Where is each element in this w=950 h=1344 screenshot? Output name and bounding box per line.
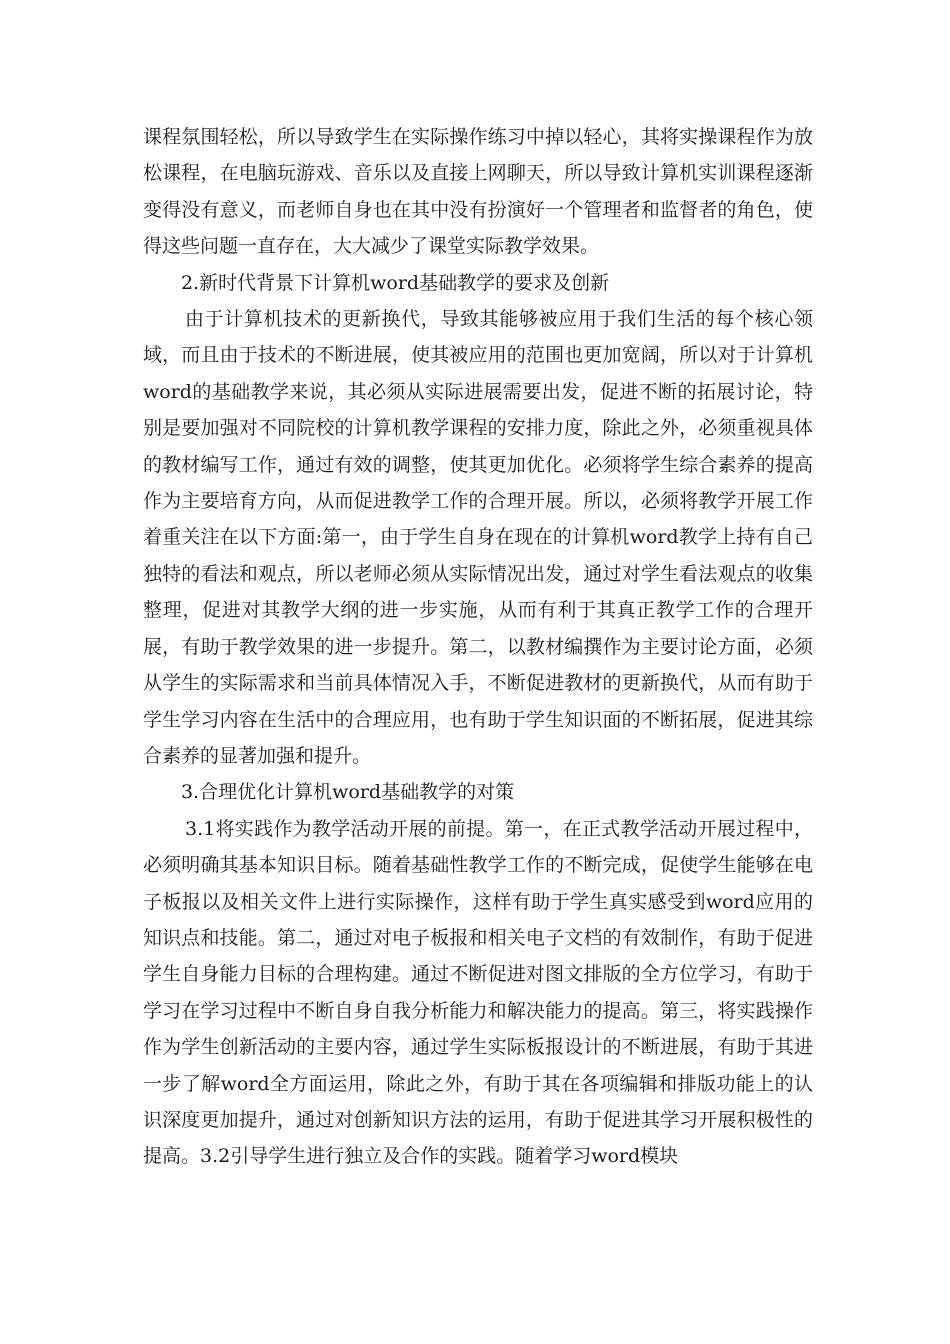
paragraph-continued: 课程氛围轻松，所以导致学生在实际操作练习中掉以轻心，其将实操课程作为放松课程，在电脑玩游戏、音乐以及直接上网聊天，所以导致计算机实训课程逐渐变得没有意义，而老师自身也在其中没有扮演好一个管理者和监督者的角色，使得这些问题一直存在，大大减少了课堂实际教学效果。 (143, 126, 813, 258)
section-heading-3: 3.合理优化计算机word基础教学的对策 (181, 781, 515, 804)
paragraph-body: 3.1将实践作为教学活动开展的前提。第一，在正式教学活动开展过程中，必须明确其基本知识目标。随着基础性教学工作的不断完成，促使学生能够在电子板报以及相关文件上进行实际操作，这样有助于学生真实感受到word应用的知识点和技能。第二，通过对电子板报和相关电子文档的有效制作，有助于促进学生自身能力目标的合理构建。通过不断促进对图文排版的全方位学习，有助于学习在学习过程中不断自身自我分析能力和解决能力的提高。第三，将实践操作作为学生创新活动的主要内容，通过学生实际板报设计的不断进展，有助于其进一步了解word全方面运用，除此之外，有助于其在各项编辑和排版功能上的认识深度更加提升，通过对创新知识方法的运用，有助于促进其学习开展积极性的提高。3.2引导学生进行独立及合作的实践。随着学习word模块 (143, 817, 813, 1168)
paragraph-body: 由于计算机技术的更新换代，导致其能够被应用于我们生活的每个核心领域，而且由于技术的不断进展，使其被应用的范围也更加宽阔，所以对于计算机word的基础教学来说，其必须从实际进展需要出发，促进不断的拓展讨论，特别是要加强对不同院校的计算机教学课程的安排力度，除此之外，必须重视具体的教材编写工作，通过有效的调整，使其更加优化。必须将学生综合素养的提高作为主要培育方向，从而促进教学工作的合理开展。所以，必须将教学开展工作着重关注在以下方面:第一，由于学生自身在现在的计算机word教学上持有自己独特的看法和观点，所以老师必须从实际情况出发，通过对学生看法观点的收集整理，促进对其教学大纲的进一步实施，从而有利于其真正教学工作的合理开展，有助于教学效果的进一步提升。第二，以教材编撰作为主要讨论方面，必须从学生的实际需求和当前具体情况入手，不断促进教材的更新换代，从而有助于学生学习内容在生活中的合理应用，也有助于学生知识面的不断拓展，促进其综合素养的显著加强和提升。 (143, 308, 813, 767)
document-body (143, 119, 813, 1175)
section-heading-2: 2.新时代背景下计算机word基础教学的要求及创新 (181, 271, 610, 294)
